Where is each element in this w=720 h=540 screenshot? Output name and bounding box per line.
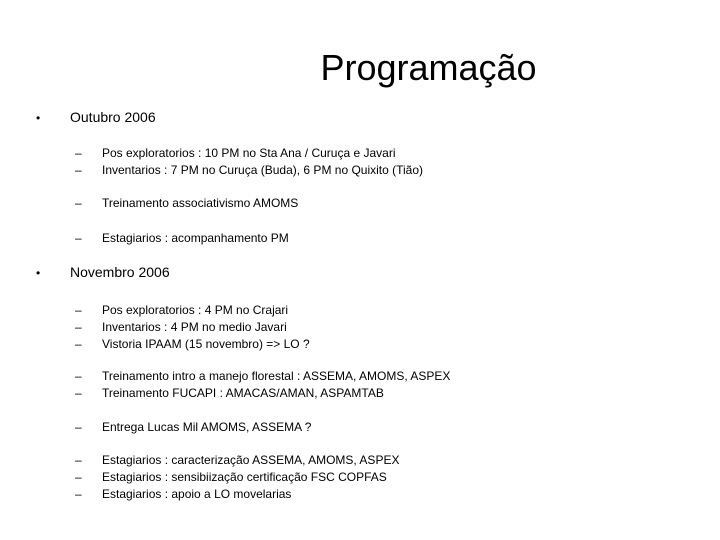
list-item-text: Inventarios : 7 PM no Curuça (Buda), 6 PM no Quixito (Tião) — [102, 163, 424, 177]
section-heading: Novembro 2006 — [70, 264, 170, 280]
dash-marker: – — [75, 420, 82, 434]
slide-title-text: Programação — [320, 47, 537, 88]
list-item-text: Entrega Lucas Mil AMOMS, ASSEMA ? — [102, 420, 312, 434]
list-item-text: Estagiarios : acompanhamento PM — [102, 231, 289, 245]
dash-marker: – — [75, 196, 82, 210]
list-item-text: Treinamento intro a manejo florestal : ASSEMA, AMOMS, ASPEX — [102, 369, 451, 383]
list-item — [75, 319, 287, 335]
list-item-text: Inventarios : 4 PM no medio Javari — [102, 320, 287, 334]
list-item — [75, 452, 399, 468]
dash-marker: – — [75, 163, 82, 177]
dash-marker: – — [75, 470, 82, 484]
bullet-dot: • — [36, 111, 41, 125]
list-item — [75, 162, 423, 178]
dash-marker: – — [75, 320, 82, 334]
dash-marker: – — [75, 337, 82, 351]
list-item-text: Estagiarios : caracterização ASSEMA, AMOMS, ASPEX — [102, 453, 400, 467]
dash-marker: – — [75, 369, 82, 383]
list-item — [75, 469, 387, 485]
list-item-text: Estagiarios : sensibiização certificação FSC COPFAS — [102, 470, 387, 484]
slide-title — [0, 44, 720, 92]
list-item — [75, 195, 298, 211]
list-item-text: Pos exploratorios : 4 PM no Crajari — [102, 303, 289, 317]
list-item-text: Treinamento associativismo AMOMS — [102, 196, 299, 210]
list-item — [75, 385, 384, 401]
dash-marker: – — [75, 231, 82, 245]
list-item — [75, 368, 450, 384]
list-item — [75, 486, 291, 502]
dash-marker: – — [75, 146, 82, 160]
list-item — [75, 336, 310, 352]
list-item-text: Estagiarios : apoio a LO movelarias — [102, 487, 292, 501]
dash-marker: – — [75, 453, 82, 467]
dash-marker: – — [75, 303, 82, 317]
list-item-text: Pos exploratorios : 10 PM no Sta Ana / Curuça e Javari — [102, 146, 396, 160]
section-heading: Outubro 2006 — [70, 109, 156, 125]
dash-marker: – — [75, 386, 82, 400]
list-item-text: Treinamento FUCAPI : AMACAS/AMAN, ASPAMTAB — [102, 386, 384, 400]
bullet-dot: • — [36, 266, 41, 280]
list-item — [75, 419, 311, 435]
list-item-text: Vistoria IPAAM (15 novembro) => LO ? — [102, 337, 310, 351]
list-item — [75, 302, 288, 318]
list-item — [75, 230, 289, 246]
dash-marker: – — [75, 487, 82, 501]
list-item — [75, 145, 395, 161]
